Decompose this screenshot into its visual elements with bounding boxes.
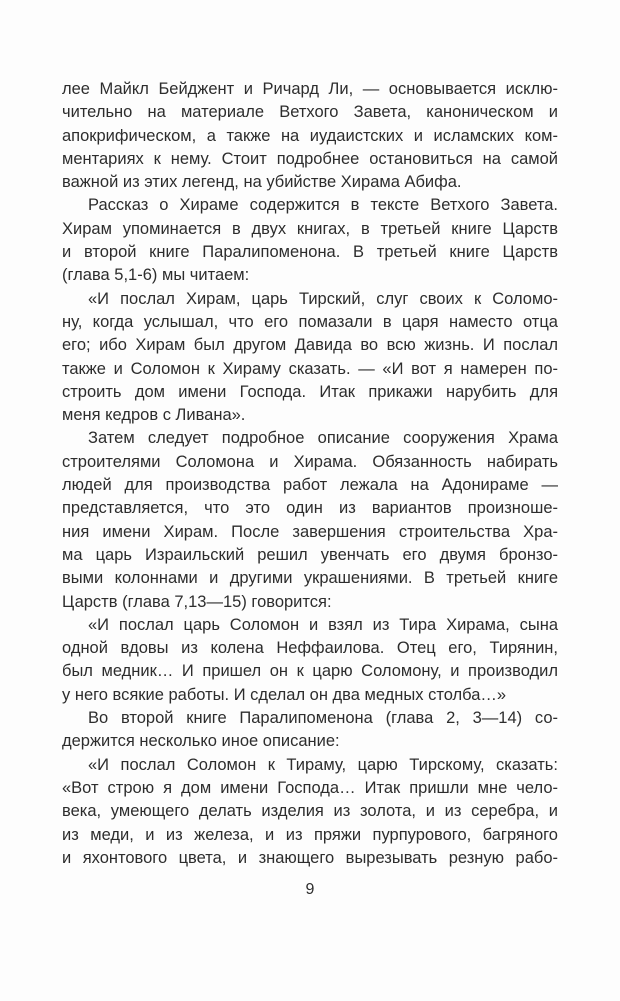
text-line: апокрифическом, а также на иудаистских и исламских ком- xyxy=(62,126,558,145)
text-line: ну, когда услышал, что его помазали в царя наместо отца xyxy=(62,312,558,331)
paragraph xyxy=(62,754,558,870)
page-text xyxy=(62,78,558,870)
text-line: представляется, что это один из вариантов произноше- xyxy=(62,499,558,518)
text-line: важной из этих легенд, на убийстве Хирама Абифа. xyxy=(62,173,462,192)
text-line: Рассказ о Хираме содержится в тексте Ветхого Завета. xyxy=(88,196,558,215)
text-line: людей для производства работ лежала на Адонираме — xyxy=(62,476,558,495)
page-number: 9 xyxy=(305,881,315,898)
text-line: строителями Соломона и Хирама. Обязанность набирать xyxy=(62,452,558,471)
paragraph xyxy=(62,614,558,707)
text-line: также и Соломон к Хираму сказать. — «И вот я намерен по- xyxy=(62,359,558,378)
text-line: меня кедров с Ливана». xyxy=(62,406,246,425)
text-line: лее Майкл Бейджент и Ричард Ли, — основывается исклю- xyxy=(62,80,558,98)
text-line: Во второй книге Паралипоменона (глава 2, 3—14) со- xyxy=(88,709,558,728)
paragraph xyxy=(62,288,558,428)
text-line: (глава 5,1-6) мы читаем: xyxy=(62,266,250,285)
paragraph xyxy=(62,78,558,194)
text-line: из меди, и из железа, и из пряжи пурпурового, багряного xyxy=(62,825,558,844)
text-line: ния имени Хирам. После завершения строительства Хра- xyxy=(62,522,558,541)
text-line: ментариях к нему. Стоит подробнее остановиться на самой xyxy=(62,149,558,168)
text-line: века, умеющего делать изделия из золота, и из серебра, и xyxy=(62,802,558,821)
text-line: был медник… И пришел он к царю Соломону, и производил xyxy=(62,662,558,681)
text-line: и второй книге Паралипоменона. В третьей книге Царств xyxy=(62,243,558,262)
text-line: «И послал Соломон к Тираму, царю Тирскому, сказать: xyxy=(88,755,558,774)
text-line: и яхонтового цвета, и знающего вырезывать резную рабо- xyxy=(62,848,558,867)
text-line: у него всякие работы. И сделал он два медных столба…» xyxy=(62,685,507,704)
text-line: «И послал царь Соломон и взял из Тира Хирама, сына xyxy=(88,615,558,634)
paragraph xyxy=(62,707,558,754)
text-line: «Вот строю я дом имени Господа… Итак пришли мне чело- xyxy=(62,778,558,797)
text-line: чительно на материале Ветхого Завета, каноническом и xyxy=(62,103,558,122)
text-line: выми колоннами и другими украшениями. В третьей книге xyxy=(62,569,558,588)
text-line: строить дом имени Господа. Итак прикажи нарубить для xyxy=(62,382,558,401)
text-line: одной вдовы из колена Неффаилова. Отец его, Тирянин, xyxy=(62,639,558,658)
text-line: Затем следует подробное описание сооружения Храма xyxy=(88,429,558,448)
text-line: его; ибо Хирам был другом Давида во всю жизнь. И послал xyxy=(62,336,558,355)
text-line: «И послал Хирам, царь Тирский, слуг своих к Соломо- xyxy=(88,289,558,308)
text-line: Царств (глава 7,13—15) говорится: xyxy=(62,592,332,611)
paragraph xyxy=(62,194,558,287)
paragraph xyxy=(62,427,558,613)
text-line: держится несколько иное описание: xyxy=(62,732,340,751)
text-line: ма царь Израильский решил увенчать его двумя бронзо- xyxy=(62,545,558,564)
text-line: Хирам упоминается в двух книгах, в третьей книге Царств xyxy=(62,219,558,238)
